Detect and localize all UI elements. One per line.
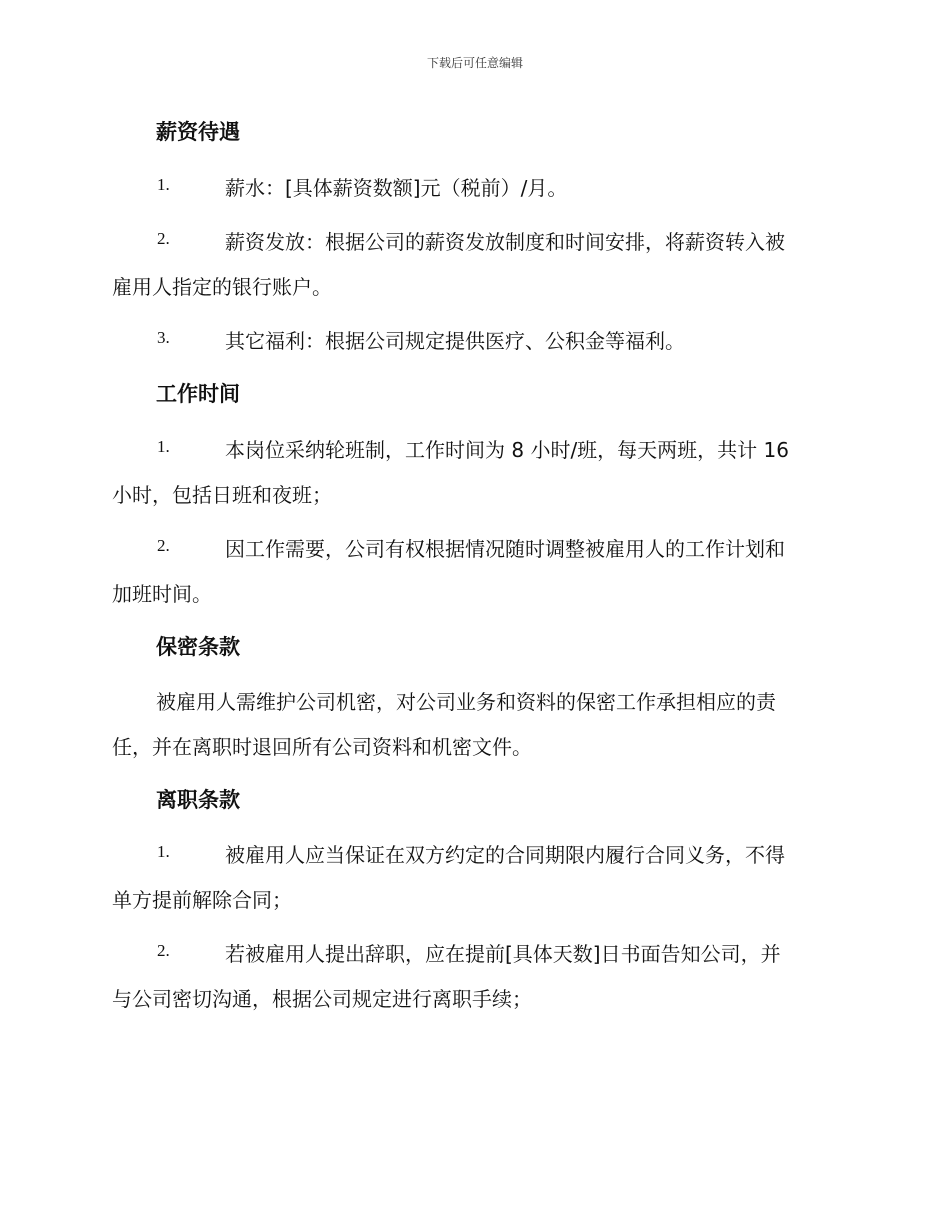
list-number: 2. [157,941,170,960]
list-item-continuation: 与公司密切沟通，根据公司规定进行离职手续； [112,987,532,1011]
list-number: 2. [157,536,170,555]
list-item-text: 薪水：[具体薪资数额]元（税前）/月。 [225,176,568,200]
list-item-continuation: 雇用人指定的银行账户。 [112,275,332,299]
paragraph-continuation: 任，并在离职时退回所有公司资料和机密文件。 [112,735,532,759]
list-item-text: 其它福利：根据公司规定提供医疗、公积金等福利。 [225,329,685,353]
section-heading-salary: 薪资待遇 [156,120,240,144]
list-number: 3. [157,328,170,347]
page-header-note: 下载后可任意编辑 [426,56,523,70]
list-number: 1. [157,842,170,861]
list-item-text: 被雇用人应当保证在双方约定的合同期限内履行合同义务，不得 [225,843,785,867]
list-number: 1. [157,437,170,456]
list-item-text: 若被雇用人提出辞职，应在提前[具体天数]日书面告知公司，并 [225,942,781,966]
list-item-text: 本岗位采纳轮班制，工作时间为 8 小时/班，每天两班，共计 16 [225,438,789,462]
section-heading-confidential: 保密条款 [156,635,240,659]
list-item-text: 薪资发放：根据公司的薪资发放制度和时间安排，将薪资转入被 [225,230,785,254]
list-item-continuation: 单方提前解除合同； [112,888,292,912]
section-heading-worktime: 工作时间 [156,382,240,406]
paragraph-text: 被雇用人需维护公司机密，对公司业务和资料的保密工作承担相应的责 [156,690,776,714]
list-item-text: 因工作需要，公司有权根据情况随时调整被雇用人的工作计划和 [225,537,785,561]
list-item-continuation: 小时，包括日班和夜班； [112,483,332,507]
section-heading-resignation: 离职条款 [156,788,240,812]
list-item-continuation: 加班时间。 [112,582,212,606]
list-number: 2. [157,229,170,248]
list-number: 1. [157,175,170,194]
